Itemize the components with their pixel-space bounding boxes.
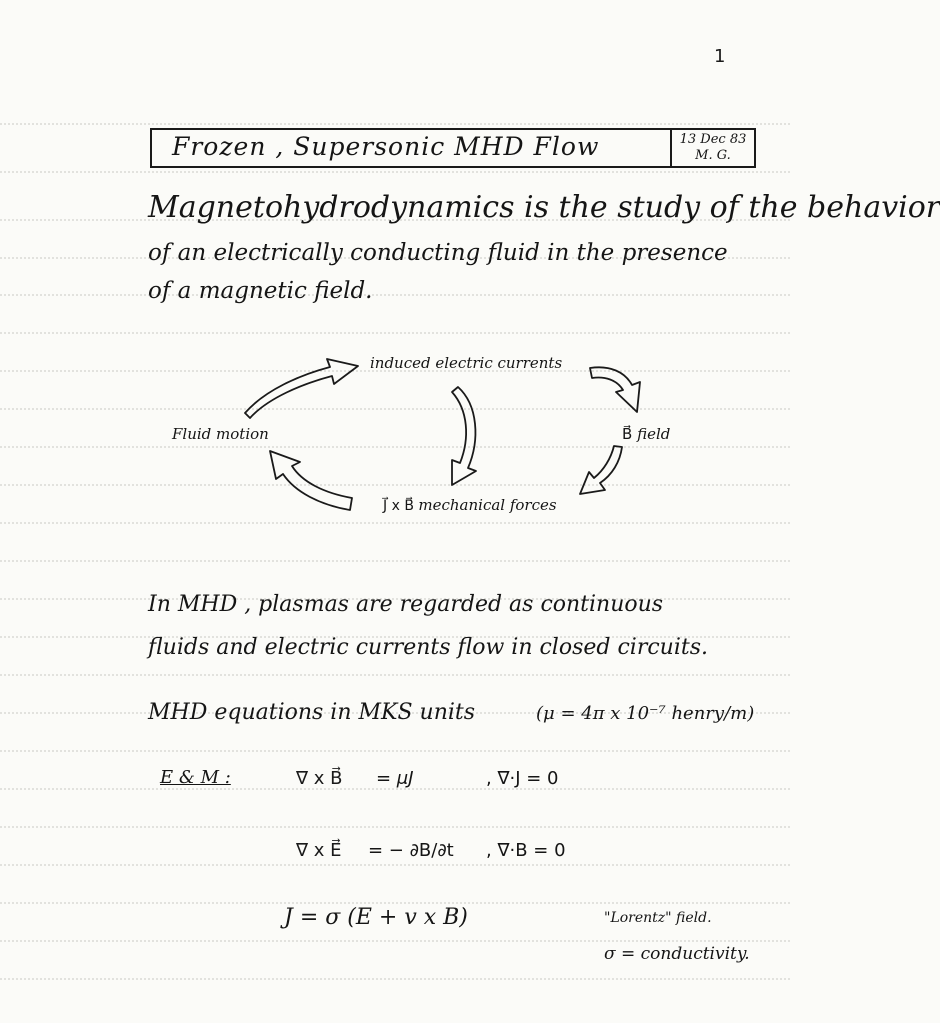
equations-heading: MHD equations in MKS units (148, 700, 476, 725)
page-title: Frozen , Supersonic MHD Flow (172, 132, 600, 161)
eq2-div-b: , ∇·B = 0 (486, 840, 566, 861)
date: 13 Dec 83 (679, 132, 747, 147)
intro-line-3: of a magnetic field. (148, 278, 373, 304)
label-induced-currents: induced electric currents (370, 354, 563, 372)
page-number: 1 (714, 46, 726, 67)
intro-line-1: Magnetohydrodynamics is the study of the behavior (148, 190, 940, 225)
arrow-fluid-to-currents (245, 359, 358, 418)
arrow-currents-to-field (590, 367, 640, 412)
eq2-curl-e: ∇ x E⃗ (296, 840, 342, 861)
mu-note: (μ = 4π x 10⁻⁷ henry/m) (536, 703, 755, 724)
initials: M. G. (695, 148, 731, 163)
eq3-ohm-law: J = σ (E + v x B) (284, 905, 468, 930)
arrow-forces-to-fluid (270, 451, 352, 510)
lorentz-note: "Lorentz" field. (604, 910, 712, 926)
em-label: E & M : (160, 767, 231, 788)
label-forces: J⃗ x B⃗ mechanical forces (383, 496, 557, 514)
eq1-curl-b: ∇ x B⃗ (296, 768, 343, 789)
label-b-field-text: field (637, 425, 671, 443)
arrow-currents-to-forces (452, 387, 476, 485)
mhd-line-1: In MHD , plasmas are regarded as continuous (148, 592, 664, 617)
intro-line-2: of an electrically conducting fluid in the presence (148, 240, 728, 266)
sigma-note: σ = conductivity. (604, 944, 750, 964)
mhd-line-2: fluids and electric currents flow in closed circuits. (148, 635, 709, 660)
arrow-field-to-forces (580, 446, 622, 494)
eq1-rhs: = μJ (376, 768, 414, 789)
label-b-field: B⃗ field (622, 425, 671, 443)
eq1-div-j: , ∇·J = 0 (486, 768, 559, 789)
eq2-rhs: = − ∂B/∂t (368, 840, 454, 861)
label-fluid-motion: Fluid motion (172, 425, 269, 443)
label-forces-text: mechanical forces (418, 496, 557, 514)
